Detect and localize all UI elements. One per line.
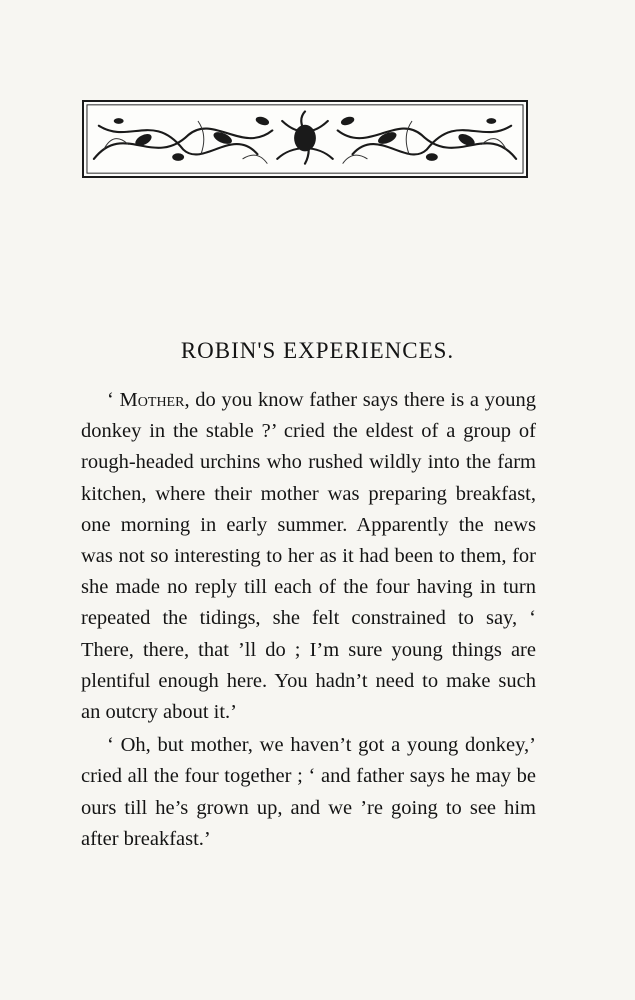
paragraph-text: do you know father says there is a young donkey in the stable ?’ cried the eldest of a group of rough-headed urchins who rushed wildly into the farm kitchen, where their mother was preparing breakfast, one morning in early summer. Apparently the news was not so interesting to her as it had been to them, for she made no reply till each of the four having in turn repeated the tidings, she felt constrained to say, ‘ There, there, that ’ll do ; I’m sure young things are plentiful enough here. You hadn’t need to make such an outcry about it.’ bbox=[81, 389, 537, 724]
paragraph bbox=[81, 385, 536, 728]
paragraph bbox=[81, 730, 536, 855]
chapter-body bbox=[81, 385, 536, 855]
paragraph-text: ‘ Oh, but mother, we haven’t got a young donkey,’ cried all the four together ; ‘ and father says he may be ours till he’s grown up, and we ’re going to see him after breakfast.’ bbox=[81, 734, 536, 850]
floral-ornament-icon bbox=[82, 100, 528, 178]
chapter-title: ROBIN'S EXPERIENCES. bbox=[180, 338, 455, 363]
paragraph-lead: ‘ Mother, bbox=[107, 389, 190, 411]
